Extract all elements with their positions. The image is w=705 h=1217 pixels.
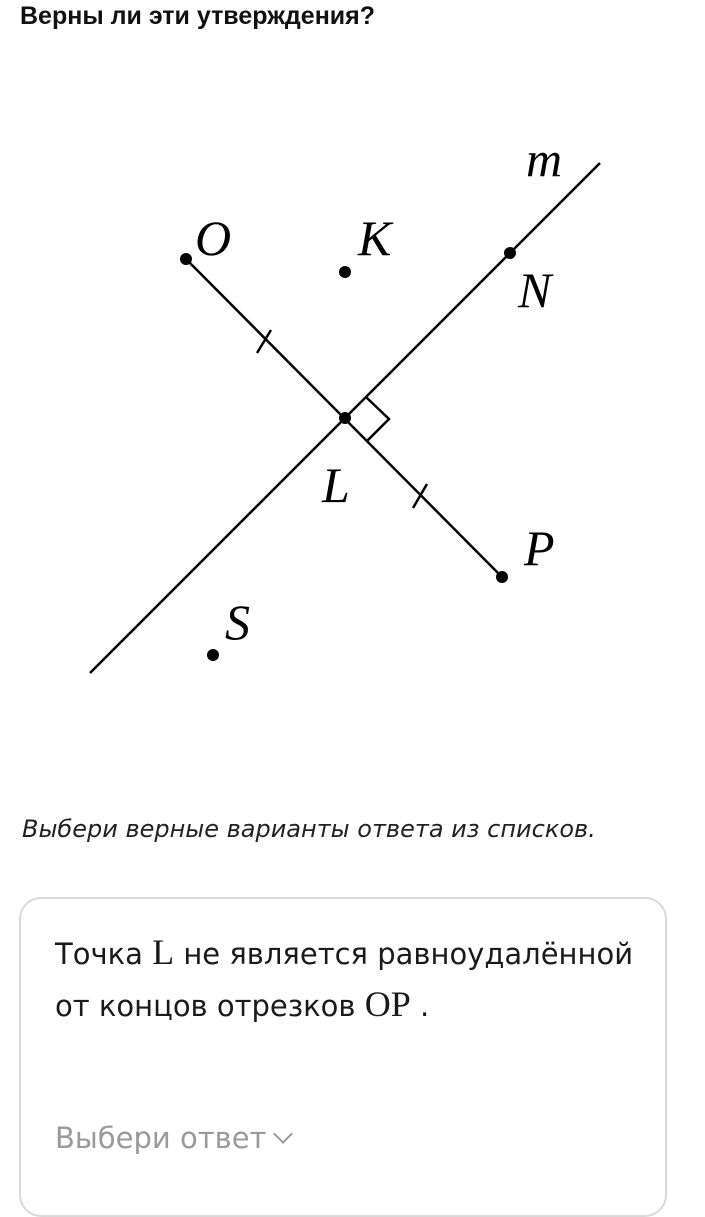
point-o <box>180 253 192 265</box>
geometry-figure <box>0 120 705 700</box>
point-p <box>496 571 508 583</box>
answer-dropdown[interactable] <box>55 1121 290 1155</box>
statement-part3: . <box>410 989 430 1023</box>
point-s <box>207 649 219 661</box>
label-o: O <box>195 210 232 266</box>
point-k <box>339 266 351 278</box>
page-title: Верны ли эти утверждения? <box>20 2 376 30</box>
answer-dropdown-label: Выбери ответ <box>55 1121 267 1155</box>
label-p: P <box>524 520 555 576</box>
point-l <box>339 412 351 424</box>
question-card <box>19 897 667 1217</box>
label-s: S <box>225 594 250 650</box>
label-l: L <box>322 457 350 513</box>
label-k: K <box>358 210 392 266</box>
point-n <box>504 247 516 259</box>
instruction-text: Выбери верные варианты ответа из списков. <box>22 815 596 843</box>
statement-part1: Точка <box>55 937 153 971</box>
math-point: L <box>152 932 175 972</box>
label-m: m <box>526 131 563 187</box>
math-segment: OP <box>364 984 411 1024</box>
statement-part2: не является равноудалённой от концов отрезков <box>55 937 634 1023</box>
tick-mark-lp <box>413 484 427 508</box>
right-angle-marker <box>366 397 389 441</box>
statement-text <box>55 927 655 1031</box>
chevron-down-icon <box>274 1124 294 1144</box>
label-n: N <box>518 262 552 318</box>
